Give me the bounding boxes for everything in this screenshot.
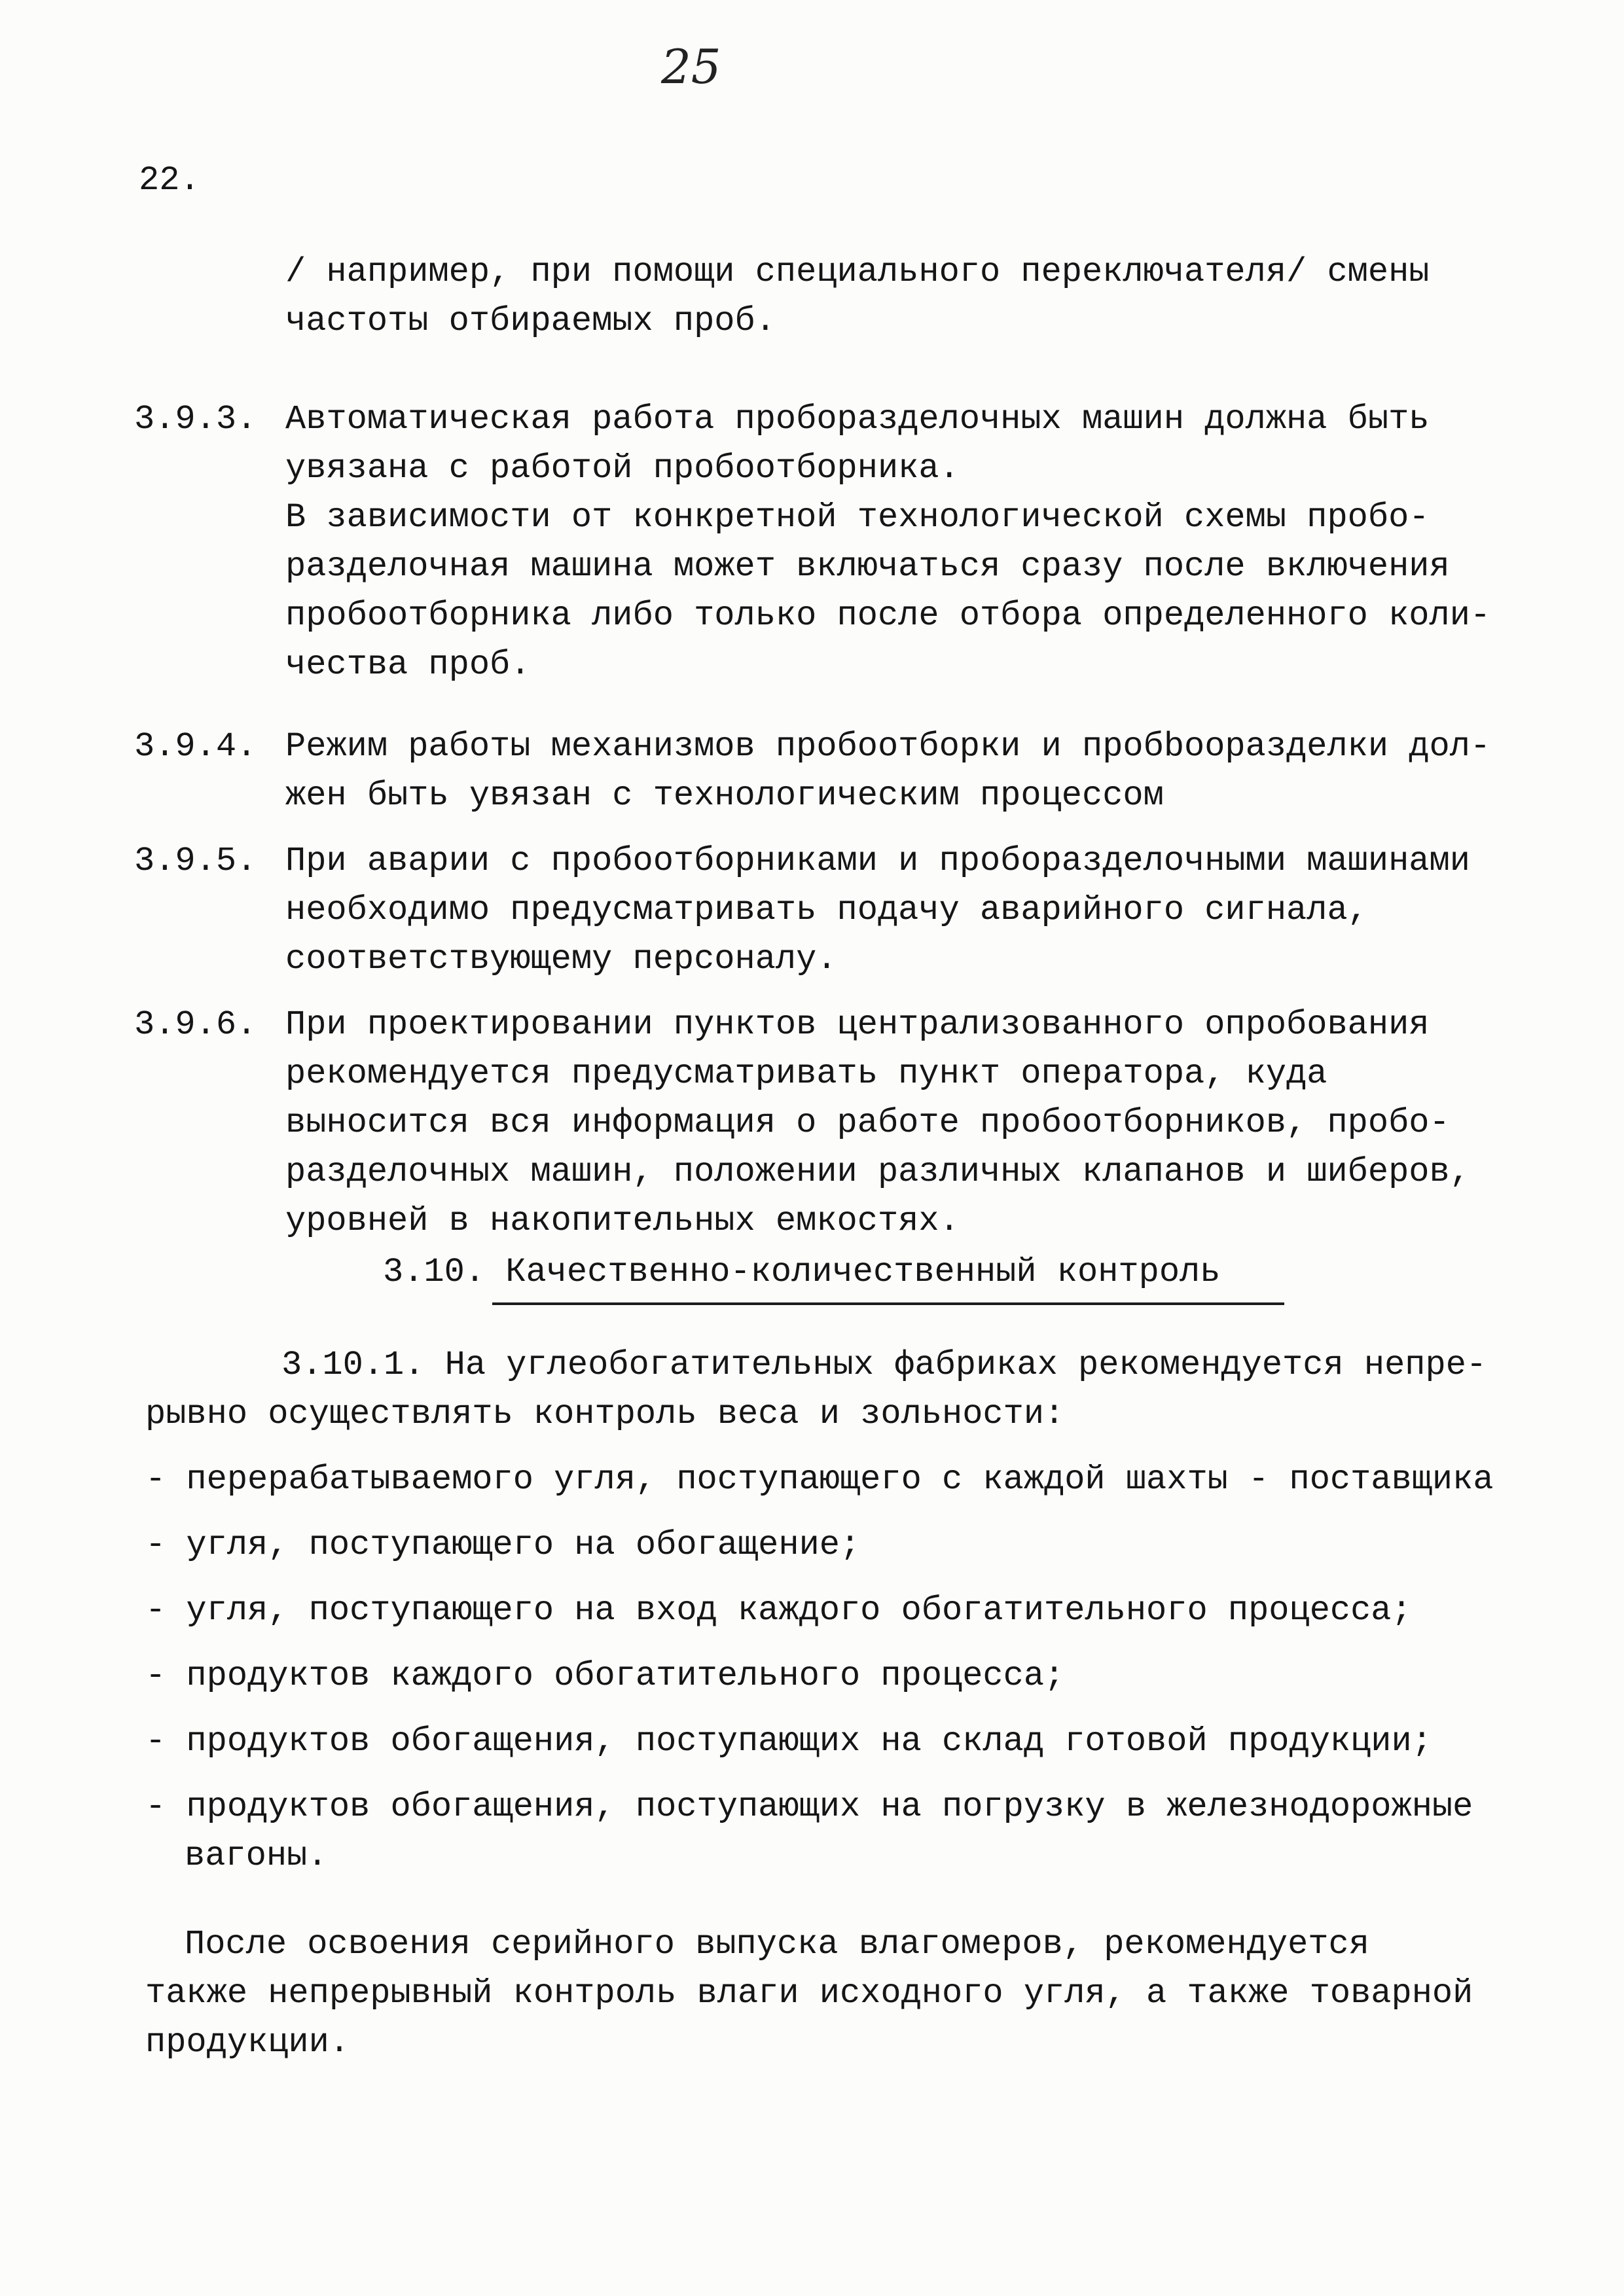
final-line: продукции. [145, 2023, 350, 2062]
section-number: 3.9.6. [134, 1005, 257, 1044]
heading-underline [492, 1302, 1284, 1305]
subsection-line: рывно осуществлять контроль веса и зольности: [145, 1395, 1065, 1433]
list-item: - угля, поступающего на обогащение; [145, 1526, 861, 1564]
list-item: - продуктов обогащения, поступающих на склад готовой продукции; [145, 1722, 1432, 1761]
heading-number: 3.10. [383, 1253, 486, 1291]
section-line: уровней в накопительных емкостях. [285, 1202, 960, 1240]
section-line: увязана с работой пробоотборника. [285, 449, 960, 488]
section-number: 3.9.3. [134, 400, 257, 439]
section-line: пробоотборника либо только после отбора определенного коли- [285, 596, 1491, 635]
heading-title: Качественно-количественный контроль [505, 1253, 1221, 1291]
section-line: При проектировании пунктов централизованного опробования [285, 1005, 1430, 1044]
subsection-line: 3.10.1. На углеобогатительных фабриках рекомендуется непре- [281, 1346, 1487, 1384]
section-heading [383, 1255, 1220, 1289]
section-line: Режим работы механизмов пробоотборки и пробbooразделки дол- [285, 727, 1491, 766]
section-line: При аварии с пробоотборниками и пробоpазделочными машинами [285, 842, 1470, 880]
page-number: 22. [139, 161, 200, 200]
section-number: 3.9.4. [134, 727, 257, 766]
list-item: - продуктов обогащения, поступающих на погрузку в железнодорожные [145, 1787, 1473, 1826]
section-line: чества проб. [285, 645, 531, 684]
section-line: необходимо предусматривать подачу аварийного сигнала, [285, 891, 1368, 929]
section-line: разделочных машин, положении различных клапанов и шиберов, [285, 1153, 1470, 1191]
list-item: - перерабатываемого угля, поступающего с каждой шахты - поставщика [145, 1460, 1494, 1499]
section-line: соответствующему персоналу. [285, 940, 837, 978]
continuation-line: / например, при помощи специального переключателя/ смены [285, 253, 1430, 291]
final-line: После освоения серийного выпуска влагомеров, рекомендуется [185, 1925, 1369, 1964]
list-item: вагоны. [185, 1837, 328, 1875]
section-line: В зависимости от конкретной технологической схемы пробо- [285, 498, 1430, 537]
section-line: жен быть увязан с технологическим процессом [285, 776, 1164, 815]
section-number: 3.9.5. [134, 842, 257, 880]
section-line: разделочная машина может включаться сразу после включения [285, 547, 1450, 586]
section-line: выносится вся информация о работе пробоотборников, пробо- [285, 1103, 1450, 1142]
final-line: также непрерывный контроль влаги исходного угля, а также товарной [145, 1974, 1473, 2013]
list-item: - продуктов каждого обогатительного процесса; [145, 1657, 1065, 1695]
section-line: Автоматическая работа проборазделочных машин должна быть [285, 400, 1430, 439]
handwritten-page-number: 25 [661, 39, 721, 94]
section-line: рекомендуется предусматривать пункт оператора, куда [285, 1054, 1327, 1093]
continuation-line: частоты отбираемых проб. [285, 302, 776, 340]
list-item: - угля, поступающего на вход каждого обогатительного процесса; [145, 1591, 1412, 1630]
